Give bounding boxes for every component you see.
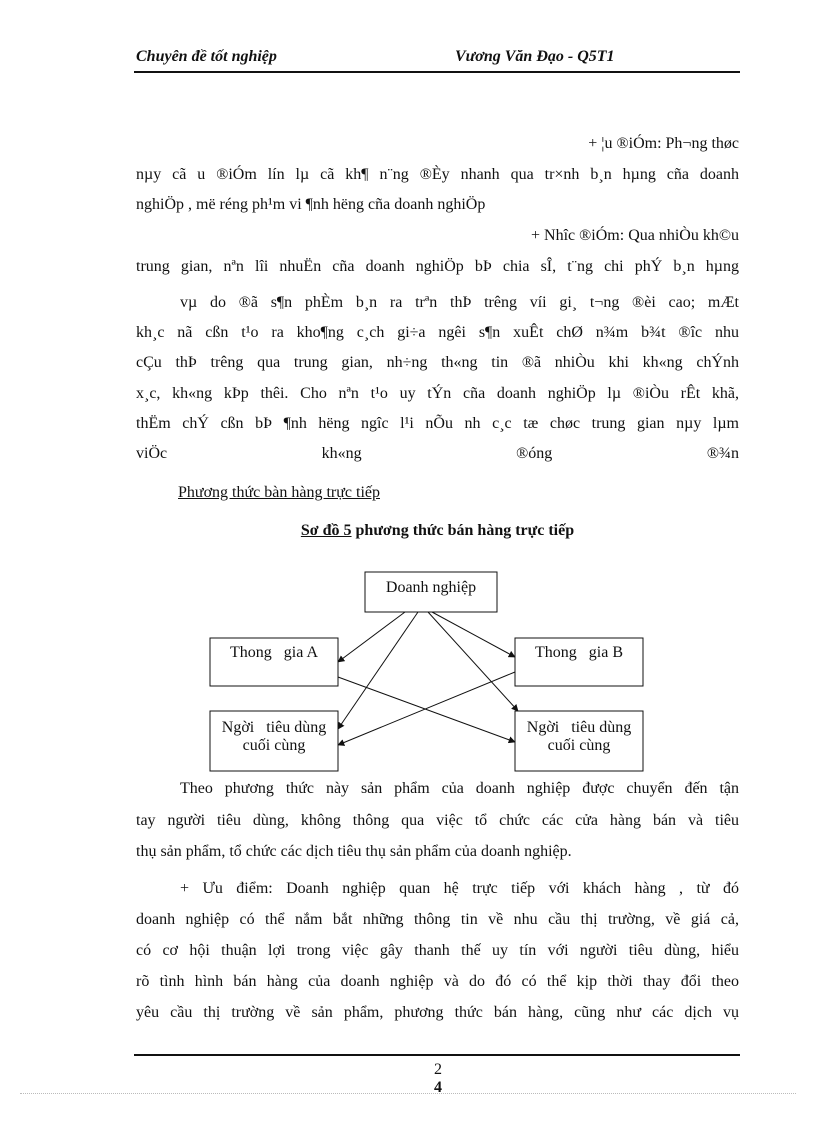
p3-line-4: x¸c, kh«ng kÞp thêi. Cho nªn t¹o uy tÝn cña doanh nghiÖp lµ ®iÒu rÊt khã, <box>136 385 739 402</box>
arrow-tgb-to-ntd-left <box>338 672 515 745</box>
arrow-dn-to-tgb <box>432 612 515 657</box>
arrow-tga-to-ntd-right <box>338 677 515 742</box>
diagram-title-number: Sơ đồ 5 <box>300 522 352 539</box>
p3-line-6: viÖc kh«ng ®óng ®¾n <box>136 445 739 462</box>
arrow-dn-to-ntd-left <box>338 612 418 729</box>
label-ntd-right-1: Ngời tiêu dùng <box>526 719 632 736</box>
label-doanh-nghiep: Doanh nghiệp <box>385 579 477 596</box>
p3-line-3: cÇu thÞ trêng qua trung gian, nh÷ng th«ng tin ®ã nhiÒu khi kh«ng chÝnh <box>136 354 739 371</box>
p5-line-3: có cơ hội thuận lợi trong việc gây thanh thế uy tín với người tiêu dùng, hiểu <box>136 942 739 959</box>
p5-line-1: + Ưu điểm: Doanh nghiệp quan hệ trực tiếp với khách hàng , từ đó <box>180 880 739 897</box>
p5-line-2: doanh nghiệp có thể nắm bắt những thông tin về nhu cầu thị trường, về giá cả, <box>136 911 739 928</box>
p5-line-4: rõ tình hình bán hàng của doanh nghiệp và do đó có thể kịp thời thay đổi theo <box>136 973 739 990</box>
label-ntd-left-2: cuối cùng <box>242 737 306 754</box>
p2-line-1: + Nhîc ®iÓm: Qua nhiÒu kh©u <box>531 227 739 244</box>
footer-rule <box>134 1054 740 1056</box>
p2-line-2: trung gian, nªn lîi nhuËn cña doanh nghiÖp bÞ chia sÎ, t¨ng chi phÝ b¸n hµng <box>136 258 739 275</box>
page-number-bottom: 4 <box>434 1079 442 1096</box>
label-ntd-left-1: Ngời tiêu dùng <box>221 719 327 736</box>
p4-line-1: Theo phương thức này sản phẩm của doanh nghiệp được chuyển đến tận <box>180 780 739 797</box>
p5-line-5: yêu cầu thị trường về sản phẩm, phương thức bán hàng, cũng như các dịch vụ <box>136 1004 739 1021</box>
header-left-title: Chuyên đề tốt nghiệp <box>136 48 277 65</box>
p1-line-3: nghiÖp , më réng ph¹m vi ¶nh hëng cña doanh nghiÖp <box>136 196 486 213</box>
p3-line-5: thËm chÝ cßn bÞ ¶nh hëng ngîc l¹i nÕu nh c¸c tæ chøc trung gian nµy lµm <box>136 415 739 432</box>
label-thuong-gia-b: Thong gia B <box>535 644 623 661</box>
subheading: Phương thức bàn hàng trực tiếp <box>178 484 380 501</box>
page-edge-divider <box>20 1093 796 1094</box>
page-number-top: 2 <box>434 1061 442 1078</box>
p4-line-3: thụ sản phẩm, tổ chức các dịch tiêu thụ sản phẩm của doanh nghiệp. <box>136 843 572 860</box>
header-right-author: Vương Văn Đạo - Q5T1 <box>455 48 615 65</box>
p1-line-2: nµy cã u ®iÓm lín lµ cã kh¶ n¨ng ®Èy nhanh qua tr×nh b¸n hµng cña doanh <box>136 166 739 183</box>
p1-line-1: + ¦u ®iÓm: Ph¬ng thøc <box>588 135 739 152</box>
label-ntd-right-2: cuối cùng <box>547 737 611 754</box>
diagram-title-text: phương thức bán hàng trực tiếp <box>351 522 575 539</box>
p3-line-1: vµ do ®ã s¶n phÈm b¸n ra trªn thÞ trêng víi gi¸ t¬ng ®èi cao; mÆt <box>180 294 739 311</box>
arrow-dn-to-ntd-right <box>428 612 518 711</box>
label-thuong-gia-a: Thong gia A <box>230 644 318 661</box>
arrow-dn-to-tga <box>338 612 405 662</box>
p3-line-2: kh¸c nã cßn t¹o ra kho¶ng c¸ch gi÷a ngêi s¶n xuÊt chØ n¾m b¾t ®îc nhu <box>136 324 739 341</box>
p4-line-2: tay người tiêu dùng, không thông qua việc tổ chức các cửa hàng bán và tiêu <box>136 812 739 829</box>
